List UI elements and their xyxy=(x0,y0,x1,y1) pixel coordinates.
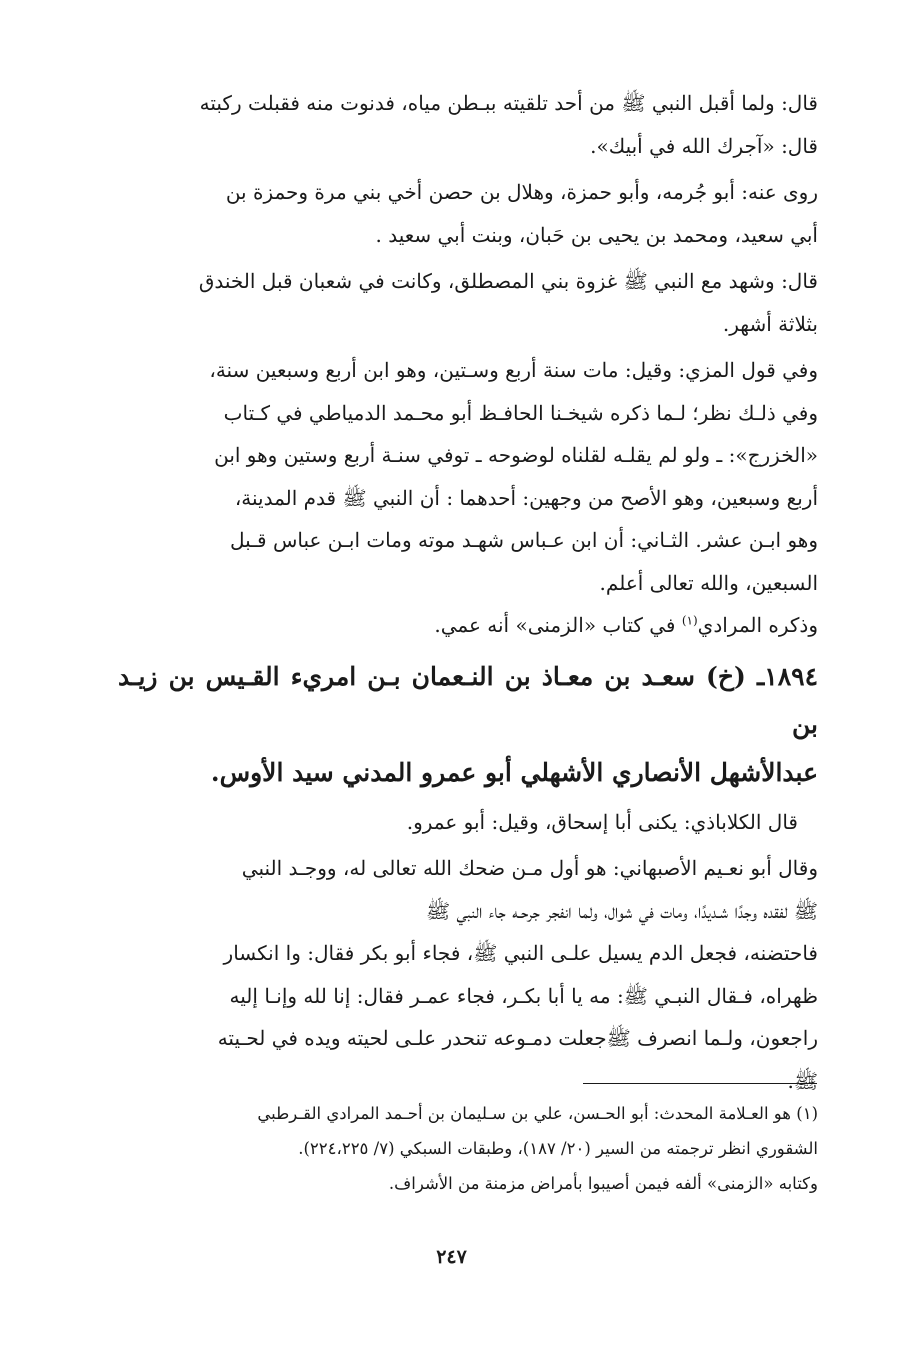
text-line: أبي سعيد، ومحمد بن يحيى بن حَبان، وبنت أبي سعيد . xyxy=(375,222,818,247)
heading-line: عبدالأشهل الأنصاري الأشهلي أبو عمرو المدني سيد الأوس. xyxy=(210,757,818,787)
text-line: ظهراه، فـقال النبـي ﷺ: مه يا أبا بكـر، فجاء عمـر فقال: إنا لله وإنـا إليه xyxy=(229,983,818,1008)
text-line: أربع وسبعين، وهو الأصح من وجهين: أحدهما : أن النبي ﷺ قدم المدينة، xyxy=(234,485,818,510)
paragraph-4 xyxy=(118,349,818,604)
paragraph-5 xyxy=(118,604,818,647)
paragraph-6 xyxy=(118,801,818,844)
text-line: روى عنه: أبو جُرمه، وأبو حمزة، وهلال بن حصن أخي بني مرة وحمزة بن xyxy=(225,180,818,204)
text-line: بثلاثة أشهر. xyxy=(722,311,818,336)
page-body xyxy=(118,82,818,1106)
text-line: قال: ولما أقبل النبي ﷺ من أحد تلقيته ببـطن مياه، فدنوت منه فقبلت ركبته xyxy=(199,91,818,115)
text-line: وفي ذلـك نظر؛ لـما ذكره شيخـنا الحافـظ أبو محـمد الدمياطي في كـتاب xyxy=(223,400,818,425)
text-line: «الخزرج»: ـ ولو لم يقلـه لقلناه لوضوحه ـ توفي سنـة أربع وستين وهو ابن xyxy=(214,443,818,467)
footnote-line: وكتابه «الزمنى» ألفه فيمن أصيبوا بأمراض مزمنة من الأشراف. xyxy=(388,1174,818,1193)
text-line: فاحتضنه، فجعل الدم يسيل علـى النبي ﷺ، فجاء أبو بكر فقال: وا انكسار xyxy=(223,941,818,965)
footnote-divider xyxy=(583,1083,817,1084)
heading-line: ١٨٩٤ـ (خ) سعـد بن معـاذ بن النـعمان بـن امريء القـيس بن زيـد بن xyxy=(118,661,818,739)
text-line: راجعون، ولـما انصرف ﷺجعلت دمـوعه تنحدر علـى لحيته ويده في لحـيته xyxy=(217,1026,818,1050)
page-number: ٢٤٧ xyxy=(436,1246,467,1268)
text-line: ﷺ. xyxy=(787,1068,818,1093)
text-line: السبعين، والله تعالى أعلم. xyxy=(599,570,818,595)
text-line: وهو ابـن عشر. الثـاني: أن ابن عـباس شهـد موته ومات ابـن عباس قـبل xyxy=(230,528,818,552)
text-line: وفي قول المزي: وقيل: مات سنة أربع وسـتين، وهو ابن أربع وسبعين سنة، xyxy=(209,358,818,382)
paragraph-1 xyxy=(118,82,818,167)
text-line: قال: وشهد مع النبي ﷺ غزوة بني المصطلق، وكانت في شعبان قبل الخندق xyxy=(198,269,818,293)
text-line: قال: «آجرك الله في أبيك». xyxy=(590,133,818,158)
text-span: في كتاب «الزمنى» أنه عمي. xyxy=(434,613,682,637)
footnotes xyxy=(118,1096,818,1201)
text-line: وقال أبو نعـيم الأصبهاني: هو أول مـن ضحك الله تعالى له، ووجـد النبي xyxy=(241,856,818,880)
entry-heading xyxy=(118,653,818,797)
footnote-line: (١) هو العـلامة المحدث: أبو الحـسن، علي بن سـليمان بن أحـمد المرادي القـرطبي xyxy=(257,1104,818,1123)
paragraph-3 xyxy=(118,260,818,345)
paragraph-2 xyxy=(118,171,818,256)
footnote-line: الشقوري انظر ترجمته من السير (٢٠/ ١٨٧)، وطبقات السبكي (٧/ ٢٢٤،٢٢٥). xyxy=(298,1139,818,1158)
text-line: قال الكلاباذي: يكنى أبا إسحاق، وقيل: أبو عمرو. xyxy=(406,809,798,834)
text-line: ﷺ لفقده وجدًا شـديدًا، ومات في شوال، ولما انفجر جرحـه جاء النبي ﷺ xyxy=(425,898,818,923)
paragraph-7 xyxy=(118,847,818,1102)
text-span: وذكره المرادي xyxy=(697,613,818,637)
footnote-ref[interactable]: (١) xyxy=(681,613,698,628)
